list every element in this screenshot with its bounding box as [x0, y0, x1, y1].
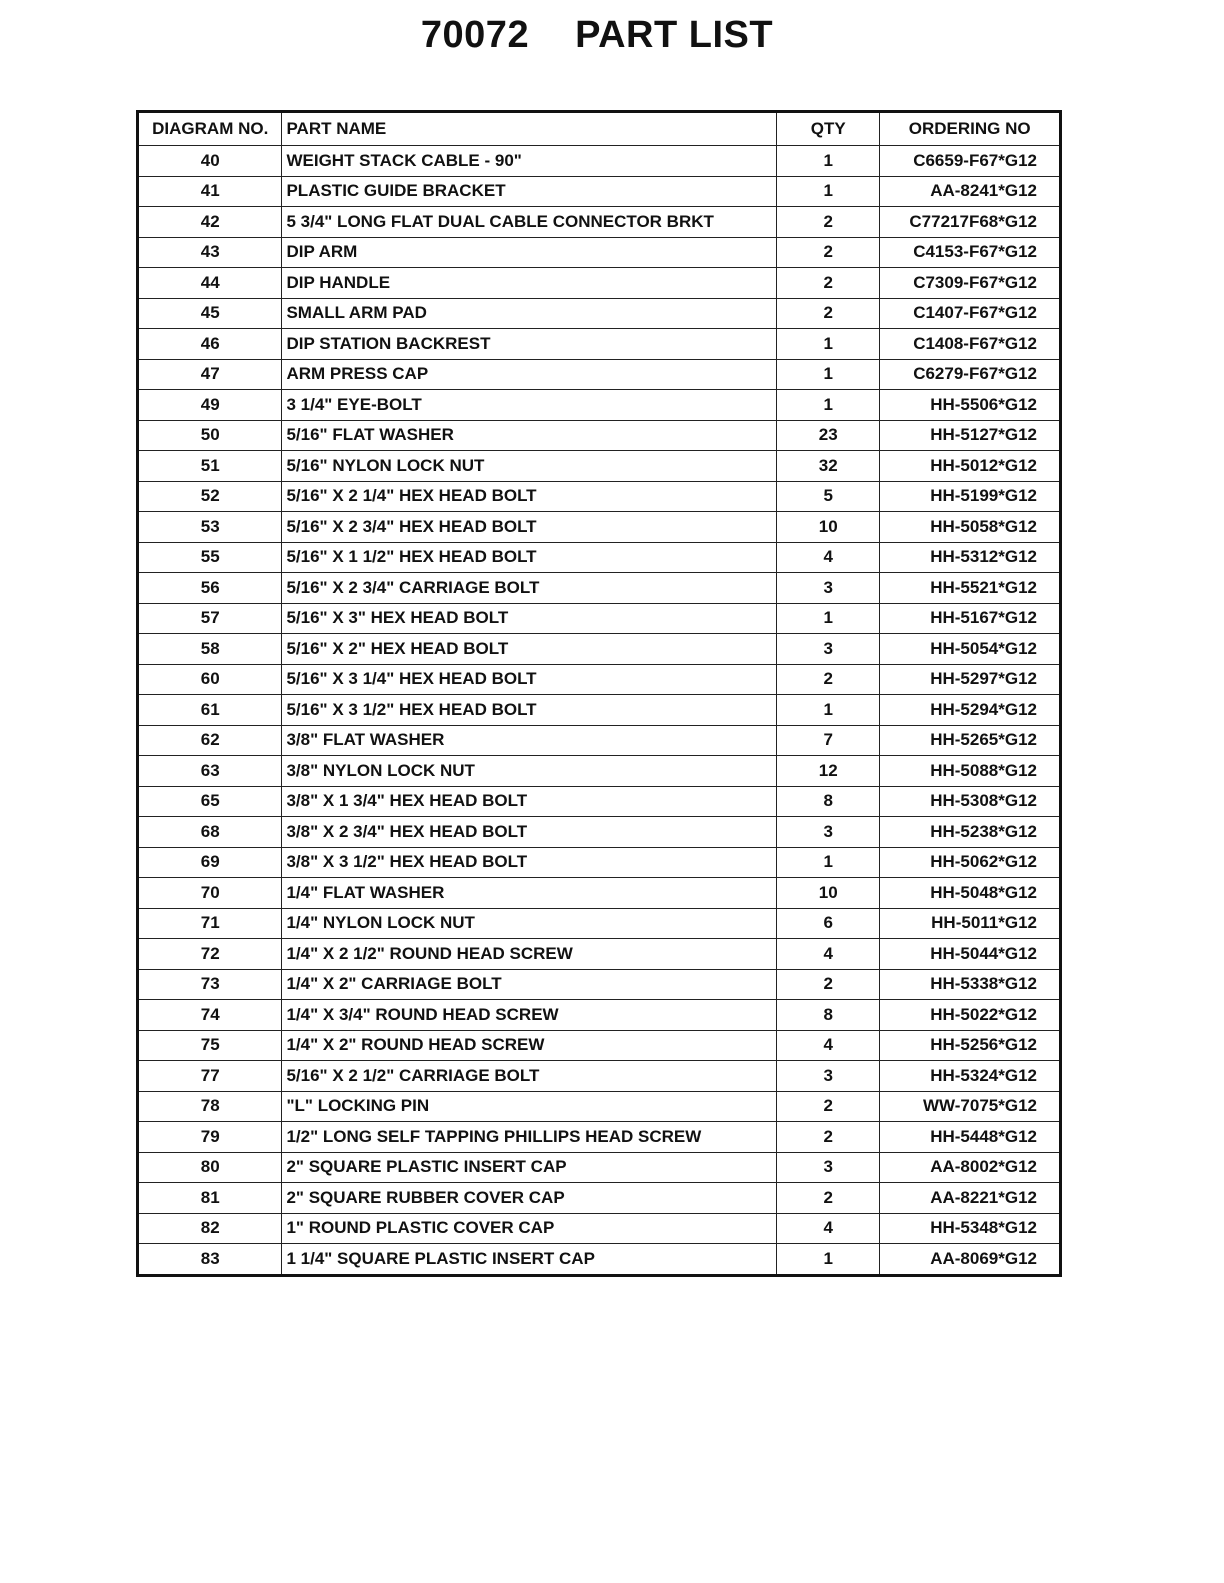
ordering-no-cell: HH-5348*G12 — [880, 1213, 1061, 1244]
part-name-cell: 3/8" X 1 3/4" HEX HEAD BOLT — [282, 786, 777, 817]
diagram-no-cell: 75 — [138, 1030, 282, 1061]
diagram-no-cell: 40 — [138, 146, 282, 177]
model-number: 70072 — [420, 14, 530, 56]
table-row — [138, 542, 1061, 573]
part-name-cell: 5/16" X 2 1/4" HEX HEAD BOLT — [282, 481, 777, 512]
ordering-no-cell: HH-5506*G12 — [880, 390, 1061, 421]
table-row — [138, 1061, 1061, 1092]
ordering-no-cell: HH-5238*G12 — [880, 817, 1061, 848]
table-row — [138, 1152, 1061, 1183]
ordering-no-cell: HH-5058*G12 — [880, 512, 1061, 543]
qty-cell: 1 — [777, 847, 880, 878]
qty-cell: 2 — [777, 664, 880, 695]
part-name-cell: 1/4" FLAT WASHER — [282, 878, 777, 909]
ordering-no-cell: C7309-F67*G12 — [880, 268, 1061, 299]
diagram-no-cell: 53 — [138, 512, 282, 543]
part-name-cell: PLASTIC GUIDE BRACKET — [282, 176, 777, 207]
table-row — [138, 634, 1061, 665]
diagram-no-cell: 72 — [138, 939, 282, 970]
table-row — [138, 359, 1061, 390]
diagram-no-cell: 70 — [138, 878, 282, 909]
part-name-cell: 5/16" X 3" HEX HEAD BOLT — [282, 603, 777, 634]
table-row — [138, 451, 1061, 482]
diagram-no-cell: 74 — [138, 1000, 282, 1031]
diagram-no-cell: 58 — [138, 634, 282, 665]
ordering-no-cell: HH-5127*G12 — [880, 420, 1061, 451]
part-name-cell: 3/8" NYLON LOCK NUT — [282, 756, 777, 787]
ordering-no-cell: HH-5308*G12 — [880, 786, 1061, 817]
diagram-no-cell: 62 — [138, 725, 282, 756]
part-name-cell: DIP STATION BACKREST — [282, 329, 777, 360]
qty-cell: 3 — [777, 634, 880, 665]
part-name-cell: DIP HANDLE — [282, 268, 777, 299]
qty-cell: 10 — [777, 512, 880, 543]
parts-table — [136, 110, 1062, 1277]
qty-cell: 2 — [777, 298, 880, 329]
ordering-no-cell: HH-5297*G12 — [880, 664, 1061, 695]
diagram-no-cell: 63 — [138, 756, 282, 787]
part-name-cell: 1" ROUND PLASTIC COVER CAP — [282, 1213, 777, 1244]
qty-cell: 7 — [777, 725, 880, 756]
part-name-cell: "L" LOCKING PIN — [282, 1091, 777, 1122]
qty-cell: 2 — [777, 207, 880, 238]
qty-cell: 2 — [777, 237, 880, 268]
diagram-no-cell: 71 — [138, 908, 282, 939]
qty-cell: 3 — [777, 573, 880, 604]
ordering-no-cell: HH-5012*G12 — [880, 451, 1061, 482]
qty-cell: 1 — [777, 329, 880, 360]
table-body — [138, 146, 1061, 1276]
table-row — [138, 603, 1061, 634]
table-row — [138, 481, 1061, 512]
ordering-no-cell: AA-8069*G12 — [880, 1244, 1061, 1276]
table-row — [138, 817, 1061, 848]
ordering-no-cell: AA-8002*G12 — [880, 1152, 1061, 1183]
qty-cell: 10 — [777, 878, 880, 909]
diagram-no-cell: 65 — [138, 786, 282, 817]
qty-cell: 2 — [777, 1122, 880, 1153]
diagram-no-cell: 61 — [138, 695, 282, 726]
table-row — [138, 847, 1061, 878]
qty-cell: 2 — [777, 969, 880, 1000]
qty-cell: 6 — [777, 908, 880, 939]
table-row — [138, 420, 1061, 451]
table-row — [138, 1000, 1061, 1031]
part-name-cell: ARM PRESS CAP — [282, 359, 777, 390]
table-row — [138, 664, 1061, 695]
ordering-no-cell: HH-5044*G12 — [880, 939, 1061, 970]
table-row — [138, 1122, 1061, 1153]
part-name-cell: 5/16" X 2" HEX HEAD BOLT — [282, 634, 777, 665]
qty-cell: 32 — [777, 451, 880, 482]
qty-cell: 8 — [777, 1000, 880, 1031]
table-row — [138, 237, 1061, 268]
page-title — [0, 14, 1194, 57]
table-row — [138, 1091, 1061, 1122]
table-row — [138, 725, 1061, 756]
qty-cell: 1 — [777, 390, 880, 421]
qty-cell: 2 — [777, 1183, 880, 1214]
diagram-no-cell: 51 — [138, 451, 282, 482]
diagram-no-cell: 43 — [138, 237, 282, 268]
ordering-no-cell: HH-5256*G12 — [880, 1030, 1061, 1061]
diagram-no-cell: 50 — [138, 420, 282, 451]
qty-cell: 2 — [777, 1091, 880, 1122]
ordering-no-cell: HH-5324*G12 — [880, 1061, 1061, 1092]
ordering-no-cell: AA-8221*G12 — [880, 1183, 1061, 1214]
diagram-no-cell: 45 — [138, 298, 282, 329]
ordering-no-cell: HH-5048*G12 — [880, 878, 1061, 909]
part-name-cell: 2" SQUARE RUBBER COVER CAP — [282, 1183, 777, 1214]
qty-cell: 4 — [777, 1030, 880, 1061]
diagram-no-cell: 52 — [138, 481, 282, 512]
header-row — [138, 112, 1061, 146]
table-row — [138, 1030, 1061, 1061]
diagram-no-cell: 44 — [138, 268, 282, 299]
diagram-no-cell: 68 — [138, 817, 282, 848]
ordering-no-cell: HH-5167*G12 — [880, 603, 1061, 634]
part-name-cell: 1/4" NYLON LOCK NUT — [282, 908, 777, 939]
qty-cell: 5 — [777, 481, 880, 512]
ordering-no-cell: HH-5054*G12 — [880, 634, 1061, 665]
part-name-cell: 5/16" X 3 1/2" HEX HEAD BOLT — [282, 695, 777, 726]
qty-cell: 4 — [777, 939, 880, 970]
part-name-cell: 2" SQUARE PLASTIC INSERT CAP — [282, 1152, 777, 1183]
ordering-no-cell: HH-5265*G12 — [880, 725, 1061, 756]
part-name-cell: 1/4" X 3/4" ROUND HEAD SCREW — [282, 1000, 777, 1031]
qty-cell: 3 — [777, 1061, 880, 1092]
qty-cell: 1 — [777, 359, 880, 390]
table-row — [138, 329, 1061, 360]
qty-cell: 1 — [777, 1244, 880, 1276]
ordering-no-cell: C1407-F67*G12 — [880, 298, 1061, 329]
qty-cell: 1 — [777, 146, 880, 177]
part-name-cell: 1/4" X 2" CARRIAGE BOLT — [282, 969, 777, 1000]
ordering-no-cell: HH-5294*G12 — [880, 695, 1061, 726]
ordering-no-cell: WW-7075*G12 — [880, 1091, 1061, 1122]
diagram-no-cell: 79 — [138, 1122, 282, 1153]
diagram-no-cell: 47 — [138, 359, 282, 390]
ordering-no-cell: C77217F68*G12 — [880, 207, 1061, 238]
table-row — [138, 146, 1061, 177]
ordering-no-cell: HH-5448*G12 — [880, 1122, 1061, 1153]
part-name-cell: 1/4" X 2" ROUND HEAD SCREW — [282, 1030, 777, 1061]
diagram-no-cell: 41 — [138, 176, 282, 207]
qty-cell: 3 — [777, 817, 880, 848]
part-name-cell: 5/16" X 2 1/2" CARRIAGE BOLT — [282, 1061, 777, 1092]
table-row — [138, 756, 1061, 787]
header-diagram-no: DIAGRAM NO. — [138, 112, 282, 146]
part-name-cell: 3 1/4" EYE-BOLT — [282, 390, 777, 421]
part-name-cell: 5/16" X 3 1/4" HEX HEAD BOLT — [282, 664, 777, 695]
title-label: PART LIST — [575, 14, 774, 56]
table-row — [138, 878, 1061, 909]
part-name-cell: 1/4" X 2 1/2" ROUND HEAD SCREW — [282, 939, 777, 970]
part-name-cell: 3/8" X 3 1/2" HEX HEAD BOLT — [282, 847, 777, 878]
ordering-no-cell: HH-5338*G12 — [880, 969, 1061, 1000]
table-row — [138, 268, 1061, 299]
part-name-cell: 5 3/4" LONG FLAT DUAL CABLE CONNECTOR BRKT — [282, 207, 777, 238]
part-name-cell: WEIGHT STACK CABLE - 90" — [282, 146, 777, 177]
table-row — [138, 298, 1061, 329]
table-row — [138, 969, 1061, 1000]
table-row — [138, 1213, 1061, 1244]
ordering-no-cell: C6659-F67*G12 — [880, 146, 1061, 177]
part-name-cell: 1/2" LONG SELF TAPPING PHILLIPS HEAD SCREW — [282, 1122, 777, 1153]
ordering-no-cell: HH-5312*G12 — [880, 542, 1061, 573]
table-row — [138, 512, 1061, 543]
header-ordering-no: ORDERING NO — [880, 112, 1061, 146]
diagram-no-cell: 42 — [138, 207, 282, 238]
ordering-no-cell: HH-5521*G12 — [880, 573, 1061, 604]
table-header — [138, 112, 1061, 146]
qty-cell: 23 — [777, 420, 880, 451]
qty-cell: 4 — [777, 542, 880, 573]
diagram-no-cell: 69 — [138, 847, 282, 878]
ordering-no-cell: C1408-F67*G12 — [880, 329, 1061, 360]
ordering-no-cell: C6279-F67*G12 — [880, 359, 1061, 390]
part-name-cell: 5/16" FLAT WASHER — [282, 420, 777, 451]
ordering-no-cell: HH-5199*G12 — [880, 481, 1061, 512]
ordering-no-cell: AA-8241*G12 — [880, 176, 1061, 207]
qty-cell: 12 — [777, 756, 880, 787]
diagram-no-cell: 56 — [138, 573, 282, 604]
table-row — [138, 573, 1061, 604]
diagram-no-cell: 78 — [138, 1091, 282, 1122]
table-row — [138, 939, 1061, 970]
part-name-cell: DIP ARM — [282, 237, 777, 268]
header-part-name: PART NAME — [282, 112, 777, 146]
ordering-no-cell: HH-5022*G12 — [880, 1000, 1061, 1031]
diagram-no-cell: 57 — [138, 603, 282, 634]
qty-cell: 8 — [777, 786, 880, 817]
part-name-cell: 5/16" NYLON LOCK NUT — [282, 451, 777, 482]
ordering-no-cell: HH-5088*G12 — [880, 756, 1061, 787]
ordering-no-cell: C4153-F67*G12 — [880, 237, 1061, 268]
diagram-no-cell: 55 — [138, 542, 282, 573]
diagram-no-cell: 73 — [138, 969, 282, 1000]
qty-cell: 4 — [777, 1213, 880, 1244]
table-row — [138, 1244, 1061, 1276]
diagram-no-cell: 46 — [138, 329, 282, 360]
ordering-no-cell: HH-5011*G12 — [880, 908, 1061, 939]
qty-cell: 2 — [777, 268, 880, 299]
diagram-no-cell: 60 — [138, 664, 282, 695]
qty-cell: 1 — [777, 176, 880, 207]
part-name-cell: 5/16" X 2 3/4" HEX HEAD BOLT — [282, 512, 777, 543]
qty-cell: 3 — [777, 1152, 880, 1183]
part-name-cell: 3/8" X 2 3/4" HEX HEAD BOLT — [282, 817, 777, 848]
table-row — [138, 1183, 1061, 1214]
diagram-no-cell: 83 — [138, 1244, 282, 1276]
table-row — [138, 695, 1061, 726]
qty-cell: 1 — [777, 695, 880, 726]
part-name-cell: 1 1/4" SQUARE PLASTIC INSERT CAP — [282, 1244, 777, 1276]
table-row — [138, 390, 1061, 421]
diagram-no-cell: 49 — [138, 390, 282, 421]
qty-cell: 1 — [777, 603, 880, 634]
header-qty: QTY — [777, 112, 880, 146]
diagram-no-cell: 80 — [138, 1152, 282, 1183]
table-row — [138, 176, 1061, 207]
table-row — [138, 207, 1061, 238]
part-name-cell: 5/16" X 2 3/4" CARRIAGE BOLT — [282, 573, 777, 604]
table-row — [138, 786, 1061, 817]
diagram-no-cell: 82 — [138, 1213, 282, 1244]
table-row — [138, 908, 1061, 939]
diagram-no-cell: 81 — [138, 1183, 282, 1214]
part-name-cell: SMALL ARM PAD — [282, 298, 777, 329]
part-name-cell: 3/8" FLAT WASHER — [282, 725, 777, 756]
part-name-cell: 5/16" X 1 1/2" HEX HEAD BOLT — [282, 542, 777, 573]
ordering-no-cell: HH-5062*G12 — [880, 847, 1061, 878]
diagram-no-cell: 77 — [138, 1061, 282, 1092]
